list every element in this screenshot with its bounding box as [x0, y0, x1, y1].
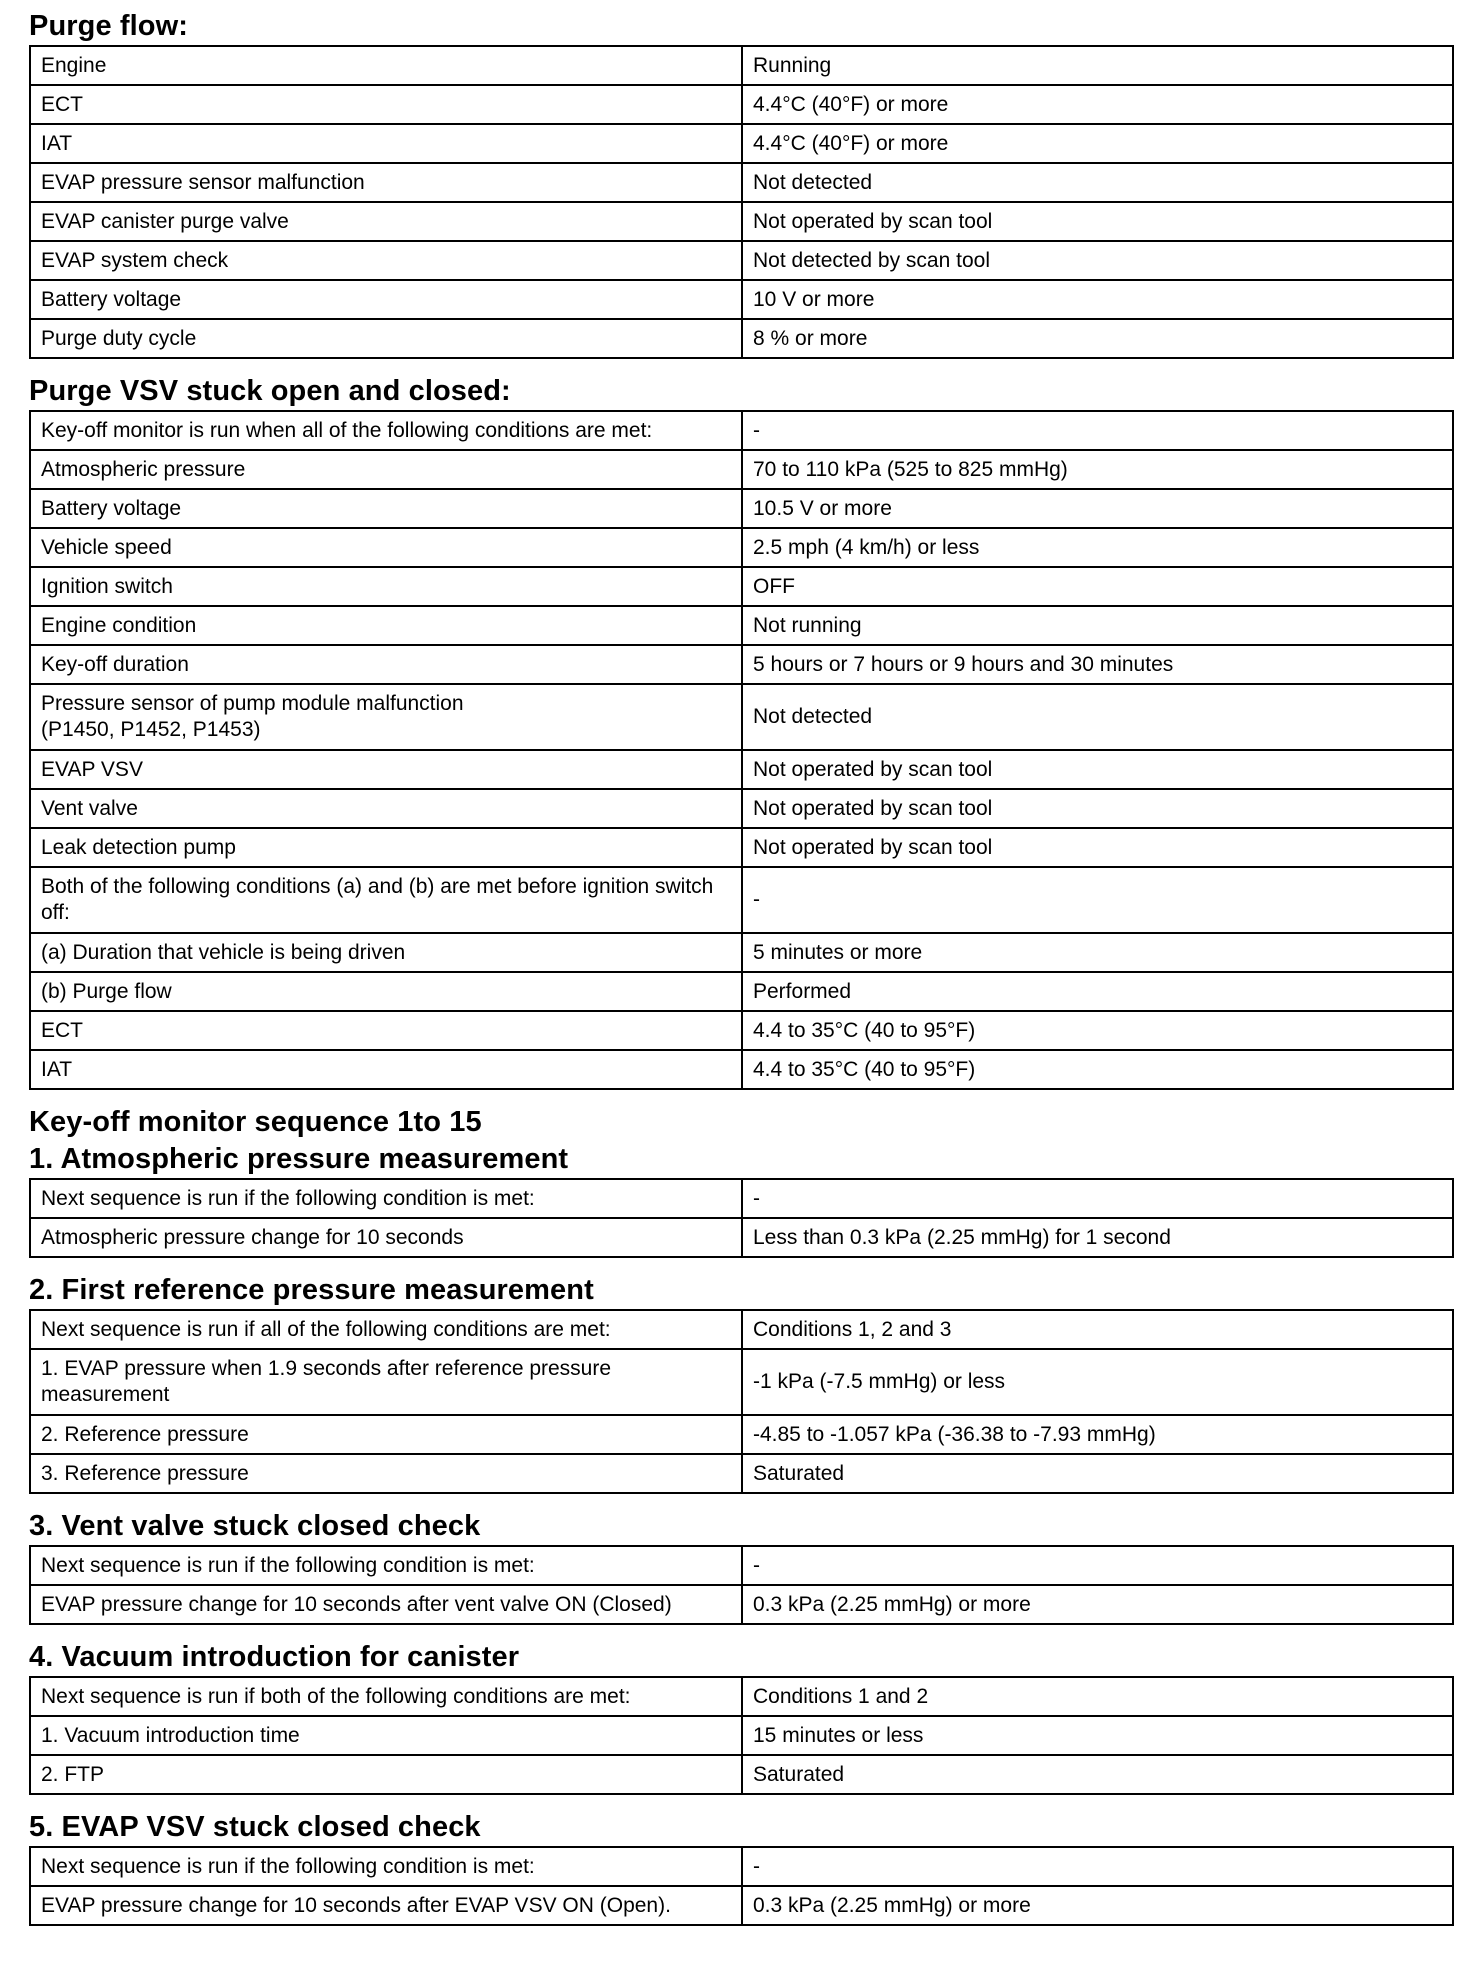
table-row — [30, 489, 1453, 528]
table-row — [30, 319, 1453, 358]
section-spacer — [29, 1258, 1472, 1272]
section-spacer — [29, 359, 1472, 373]
table-row — [30, 202, 1453, 241]
table-row — [30, 1179, 1453, 1218]
table-row — [30, 933, 1453, 972]
condition-label: 1. EVAP pressure when 1.9 seconds after reference pressure measurement — [30, 1349, 742, 1415]
condition-value: Not detected by scan tool — [742, 241, 1453, 280]
condition-label: 1. Vacuum introduction time — [30, 1716, 742, 1755]
condition-value: - — [742, 1179, 1453, 1218]
table-row — [30, 85, 1453, 124]
condition-label: IAT — [30, 124, 742, 163]
section-title-evap-vsv-stuck-closed: 5. EVAP VSV stuck closed check — [29, 1811, 481, 1843]
condition-value: Not operated by scan tool — [742, 750, 1453, 789]
table-row — [30, 1546, 1453, 1585]
condition-label: EVAP canister purge valve — [30, 202, 742, 241]
table-row — [30, 1585, 1453, 1624]
condition-value: Saturated — [742, 1755, 1453, 1794]
condition-label: Pressure sensor of pump module malfunction (P1450, P1452, P1453) — [30, 684, 742, 750]
table-row — [30, 789, 1453, 828]
condition-value: Conditions 1 and 2 — [742, 1677, 1453, 1716]
condition-value: 0.3 kPa (2.25 mmHg) or more — [742, 1585, 1453, 1624]
condition-label: EVAP system check — [30, 241, 742, 280]
condition-label: Ignition switch — [30, 567, 742, 606]
table-row — [30, 1349, 1453, 1415]
condition-value: 15 minutes or less — [742, 1716, 1453, 1755]
condition-label: EVAP pressure change for 10 seconds after vent valve ON (Closed) — [30, 1585, 742, 1624]
condition-label: EVAP pressure sensor malfunction — [30, 163, 742, 202]
condition-label: (a) Duration that vehicle is being driven — [30, 933, 742, 972]
condition-value: Not detected — [742, 163, 1453, 202]
condition-label: Vent valve — [30, 789, 742, 828]
table-row — [30, 124, 1453, 163]
section-title-purge-vsv: Purge VSV stuck open and closed: — [29, 375, 511, 407]
condition-label: Both of the following conditions (a) and (b) are met before ignition switch off: — [30, 867, 742, 933]
table-row — [30, 241, 1453, 280]
condition-label: Next sequence is run if the following condition is met: — [30, 1546, 742, 1585]
table-row — [30, 684, 1453, 750]
condition-value: Performed — [742, 972, 1453, 1011]
section-title-vacuum-introduction: 4. Vacuum introduction for canister — [29, 1641, 520, 1673]
condition-value: 10 V or more — [742, 280, 1453, 319]
table-row — [30, 1050, 1453, 1089]
condition-label: IAT — [30, 1050, 742, 1089]
table-row — [30, 1755, 1453, 1794]
condition-value: Not running — [742, 606, 1453, 645]
table-row — [30, 163, 1453, 202]
condition-label: 2. Reference pressure — [30, 1415, 742, 1454]
table-first-reference — [29, 1309, 1454, 1494]
section-spacer — [29, 1494, 1472, 1508]
table-vent-valve — [29, 1545, 1454, 1625]
condition-value: Not operated by scan tool — [742, 828, 1453, 867]
condition-label: 2. FTP — [30, 1755, 742, 1794]
section-subtitle-atmospheric: 1. Atmospheric pressure measurement — [29, 1143, 569, 1175]
table-row — [30, 1716, 1453, 1755]
table-row — [30, 606, 1453, 645]
condition-label: Next sequence is run if the following condition is met: — [30, 1179, 742, 1218]
condition-label: Battery voltage — [30, 280, 742, 319]
condition-label: EVAP VSV — [30, 750, 742, 789]
condition-label: EVAP pressure change for 10 seconds after EVAP VSV ON (Open). — [30, 1886, 742, 1925]
table-row — [30, 1677, 1453, 1716]
condition-value: 5 hours or 7 hours or 9 hours and 30 minutes — [742, 645, 1453, 684]
condition-label: ECT — [30, 1011, 742, 1050]
condition-value: OFF — [742, 567, 1453, 606]
table-row — [30, 750, 1453, 789]
table-row — [30, 1310, 1453, 1349]
table-row — [30, 1218, 1453, 1257]
condition-label: Engine — [30, 46, 742, 85]
table-purge-vsv — [29, 410, 1454, 1090]
condition-label: Leak detection pump — [30, 828, 742, 867]
table-row — [30, 1886, 1453, 1925]
condition-label: 3. Reference pressure — [30, 1454, 742, 1493]
condition-label: Next sequence is run if both of the following conditions are met: — [30, 1677, 742, 1716]
condition-value: - — [742, 1546, 1453, 1585]
condition-value: Not detected — [742, 684, 1453, 750]
condition-label: Purge duty cycle — [30, 319, 742, 358]
table-row — [30, 972, 1453, 1011]
condition-label: Key-off duration — [30, 645, 742, 684]
condition-value: -4.85 to -1.057 kPa (-36.38 to -7.93 mmHg) — [742, 1415, 1453, 1454]
condition-value: 0.3 kPa (2.25 mmHg) or more — [742, 1886, 1453, 1925]
condition-label: Vehicle speed — [30, 528, 742, 567]
condition-value: - — [742, 867, 1453, 933]
table-atmospheric-pressure — [29, 1178, 1454, 1258]
condition-value: - — [742, 411, 1453, 450]
condition-value: 4.4 to 35°C (40 to 95°F) — [742, 1050, 1453, 1089]
table-row — [30, 411, 1453, 450]
table-vacuum-introduction — [29, 1676, 1454, 1795]
condition-value: 2.5 mph (4 km/h) or less — [742, 528, 1453, 567]
table-row — [30, 280, 1453, 319]
condition-value: 8 % or more — [742, 319, 1453, 358]
condition-value: 4.4°C (40°F) or more — [742, 85, 1453, 124]
table-row — [30, 645, 1453, 684]
condition-label: Atmospheric pressure change for 10 seconds — [30, 1218, 742, 1257]
condition-label: Key-off monitor is run when all of the following conditions are met: — [30, 411, 742, 450]
condition-value: 10.5 V or more — [742, 489, 1453, 528]
section-spacer — [29, 1090, 1472, 1104]
condition-label: ECT — [30, 85, 742, 124]
section-spacer — [29, 1625, 1472, 1639]
section-spacer — [29, 1795, 1472, 1809]
condition-label: Next sequence is run if all of the following conditions are met: — [30, 1310, 742, 1349]
table-row — [30, 867, 1453, 933]
condition-label: Next sequence is run if the following condition is met: — [30, 1847, 742, 1886]
condition-value: 5 minutes or more — [742, 933, 1453, 972]
section-title-key-off-sequence: Key-off monitor sequence 1to 15 — [29, 1106, 482, 1138]
table-row — [30, 1011, 1453, 1050]
section-title-vent-valve: 3. Vent valve stuck closed check — [29, 1510, 481, 1542]
condition-label: Engine condition — [30, 606, 742, 645]
condition-label: (b) Purge flow — [30, 972, 742, 1011]
table-row — [30, 567, 1453, 606]
table-row — [30, 1415, 1453, 1454]
condition-value: Saturated — [742, 1454, 1453, 1493]
table-row — [30, 46, 1453, 85]
condition-value: 4.4 to 35°C (40 to 95°F) — [742, 1011, 1453, 1050]
condition-value: 70 to 110 kPa (525 to 825 mmHg) — [742, 450, 1453, 489]
condition-value: Not operated by scan tool — [742, 789, 1453, 828]
condition-value: Not operated by scan tool — [742, 202, 1453, 241]
table-row — [30, 450, 1453, 489]
section-title-first-reference: 2. First reference pressure measurement — [29, 1274, 594, 1306]
condition-value: 4.4°C (40°F) or more — [742, 124, 1453, 163]
condition-value: Running — [742, 46, 1453, 85]
table-purge-flow — [29, 45, 1454, 359]
table-row — [30, 1454, 1453, 1493]
table-row — [30, 1847, 1453, 1886]
condition-label: Battery voltage — [30, 489, 742, 528]
condition-value: Less than 0.3 kPa (2.25 mmHg) for 1 second — [742, 1218, 1453, 1257]
table-evap-vsv-stuck-closed — [29, 1846, 1454, 1926]
condition-value: Conditions 1, 2 and 3 — [742, 1310, 1453, 1349]
condition-value: - — [742, 1847, 1453, 1886]
condition-value: -1 kPa (-7.5 mmHg) or less — [742, 1349, 1453, 1415]
table-row — [30, 828, 1453, 867]
table-row — [30, 528, 1453, 567]
section-title-purge-flow: Purge flow: — [29, 10, 188, 42]
condition-label: Atmospheric pressure — [30, 450, 742, 489]
